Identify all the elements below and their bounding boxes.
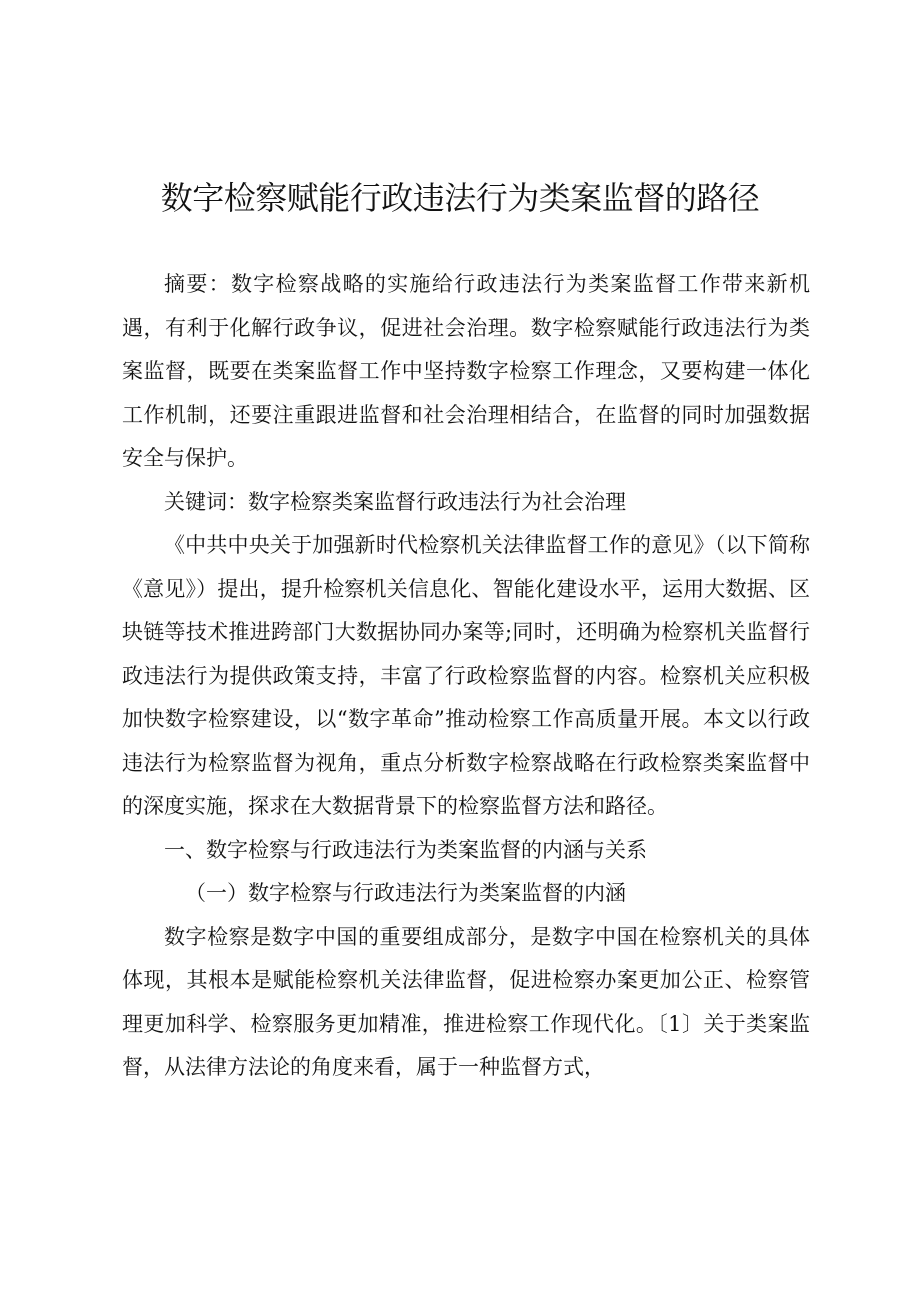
document-body [122, 263, 810, 1090]
abstract-paragraph: 摘要：数字检察战略的实施给行政违法行为类案监督工作带来新机遇，有利于化解行政争议，促进社会治理。数字检察赋能行政违法行为类案监督，既要在类案监督工作中坚持数字检察工作理念，又要构建一体化工作机制，还要注重跟进监督和社会治理相结合，在监督的同时加强数据安全与保护。 [122, 272, 810, 470]
body-paragraph: 数字检察是数字中国的重要组成部分，是数字中国在检察机关的具体体现，其根本是赋能检察机关法律监督，促进检察办案更加公正、检察管理更加科学、检察服务更加精准，推进检察工作现代化。〔1〕关于类案监督，从法律方法论的角度来看，属于一种监督方式， [122, 924, 810, 1079]
section-heading: 一、数字检察与行政违法行为类案监督的内涵与关系 [164, 837, 647, 862]
keywords-paragraph: 关键词：数字检察类案监督行政违法行为社会治理 [164, 489, 626, 514]
intro-paragraph: 《中共中央关于加强新时代检察机关法律监督工作的意见》（以下简称《意见》）提出，提升检察机关信息化、智能化建设水平，运用大数据、区块链等技术推进跨部门大数据协同办案等;同时，还明确为检察机关监督行政违法行为提供政策支持，丰富了行政检察监督的内容。检察机关应积极加快数字检察建设，以“数字革命”推动检察工作高质量开展。本文以行政违法行为检察监督为视角，重点分析数字检察战略在行政检察类案监督中的深度实施，探求在大数据背景下的检察监督方法和路径。 [122, 533, 810, 818]
subsection-heading: （一）数字检察与行政违法行为类案监督的内涵 [185, 881, 626, 905]
document-title: 数字检察赋能行政违法行为类案监督的路径 [160, 179, 760, 217]
